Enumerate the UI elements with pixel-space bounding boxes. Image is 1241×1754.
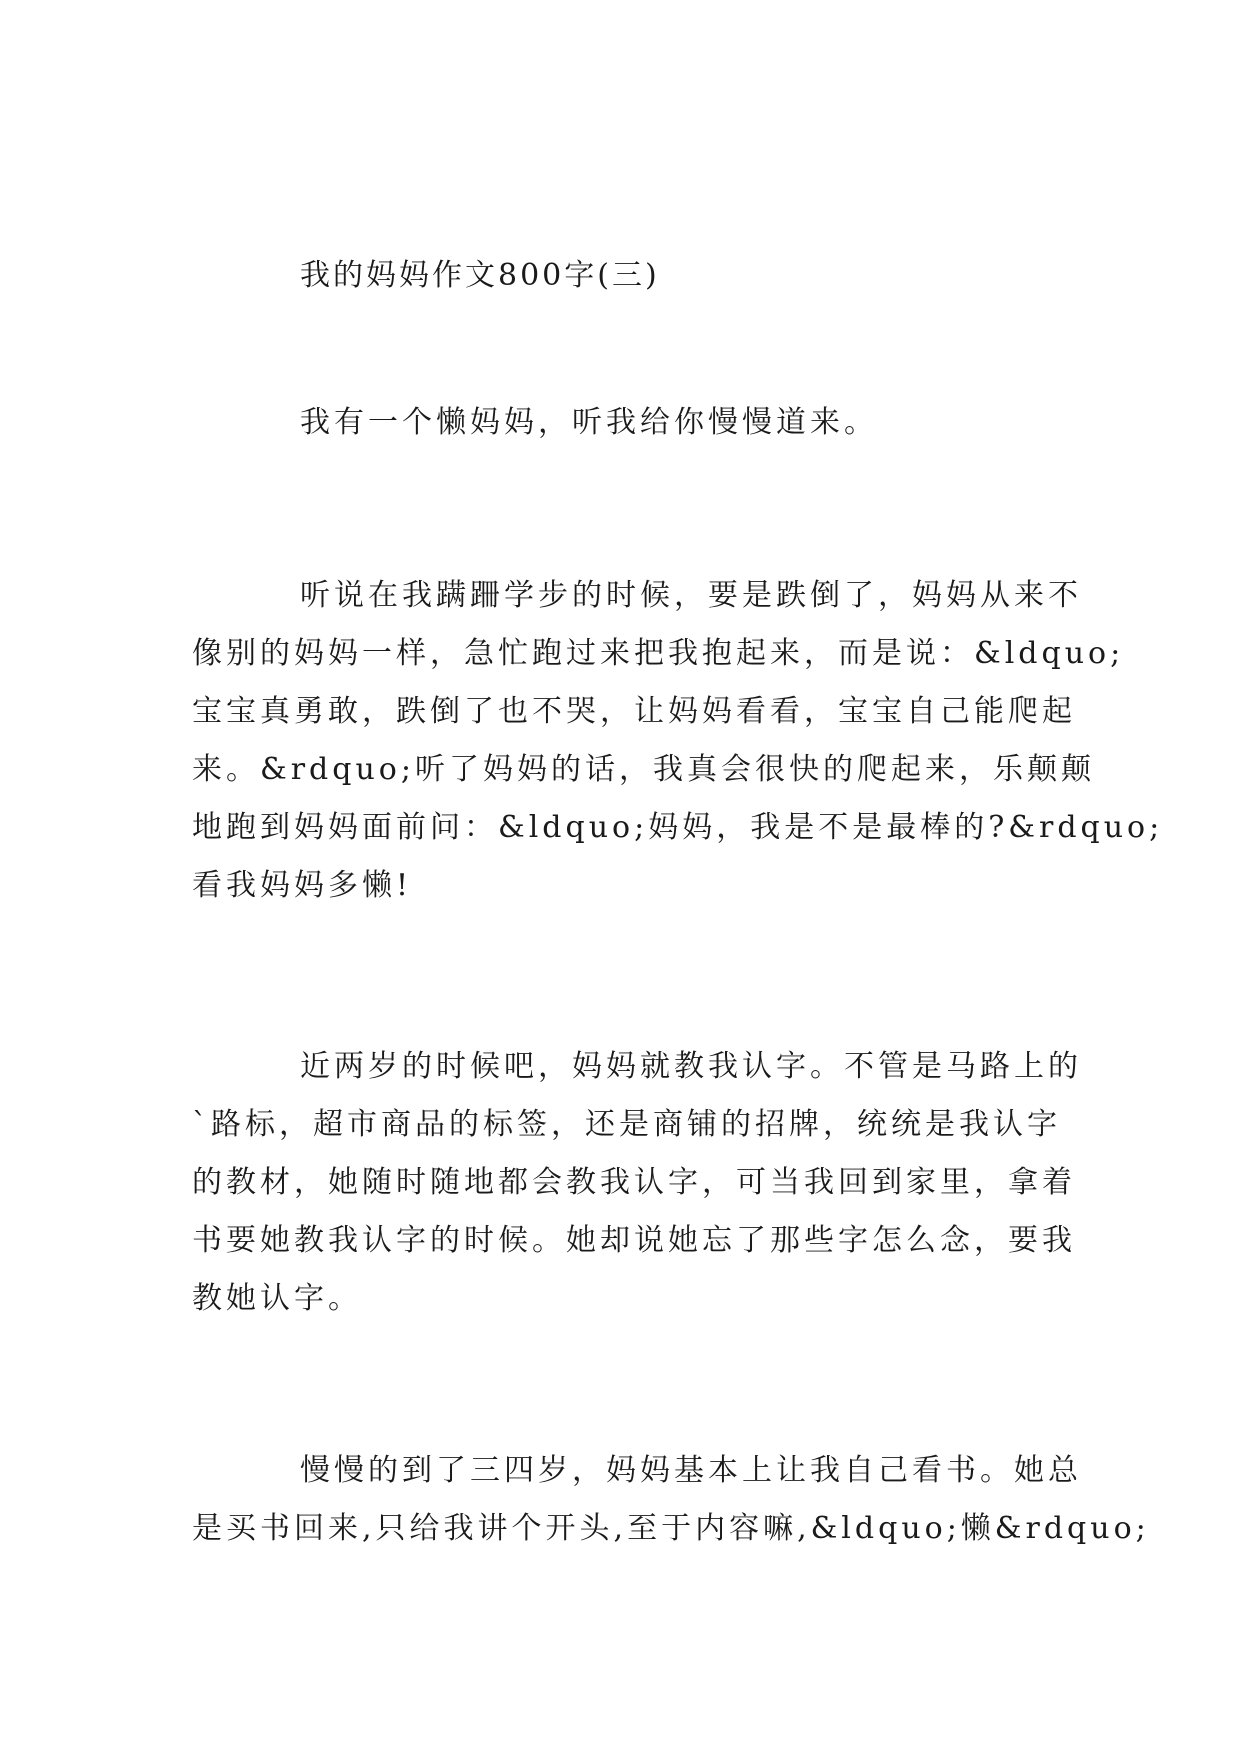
- document-title: 我的妈妈作文800字(三): [300, 258, 660, 293]
- paragraph-line: 的教材，她随时随地都会教我认字，可当我回到家里，拿着: [192, 1165, 1076, 1200]
- paragraph-line: 近两岁的时候吧，妈妈就教我认字。不管是马路上的: [300, 1049, 1082, 1084]
- intro-line: 我有一个懒妈妈，听我给你慢慢道来。: [300, 405, 878, 440]
- paragraph-line: 宝宝真勇敢，跌倒了也不哭，让妈妈看看，宝宝自己能爬起: [192, 694, 1076, 729]
- paragraph-line: `路标，超市商品的标签，还是商铺的招牌，统统是我认字: [192, 1107, 1061, 1142]
- paragraph-line: 听说在我蹒跚学步的时候，要是跌倒了，妈妈从来不: [300, 578, 1082, 613]
- paragraph-line: 看我妈妈多懒!: [192, 868, 413, 903]
- paragraph-line: 书要她教我认字的时候。她却说她忘了那些字怎么念，要我: [192, 1223, 1076, 1258]
- paragraph-line: 慢慢的到了三四岁，妈妈基本上让我自己看书。她总: [300, 1453, 1082, 1488]
- paragraph-2: [192, 1038, 1082, 1328]
- paragraph-line: 教她认字。: [192, 1281, 362, 1316]
- paragraph-line: 是买书回来,只给我讲个开头,至于内容嘛,&ldquo;懒&rdquo;: [192, 1511, 1150, 1546]
- paragraph-3: [192, 1442, 1150, 1558]
- paragraph-line: 像别的妈妈一样，急忙跑过来把我抱起来，而是说：&ldquo;: [192, 636, 1125, 671]
- paragraph-line: 地跑到妈妈面前问：&ldquo;妈妈，我是不是最棒的?&rdquo;: [192, 810, 1164, 845]
- paragraph-1: [192, 567, 1164, 915]
- paragraph-line: 来。&rdquo;听了妈妈的话，我真会很快的爬起来，乐颠颠: [192, 752, 1095, 787]
